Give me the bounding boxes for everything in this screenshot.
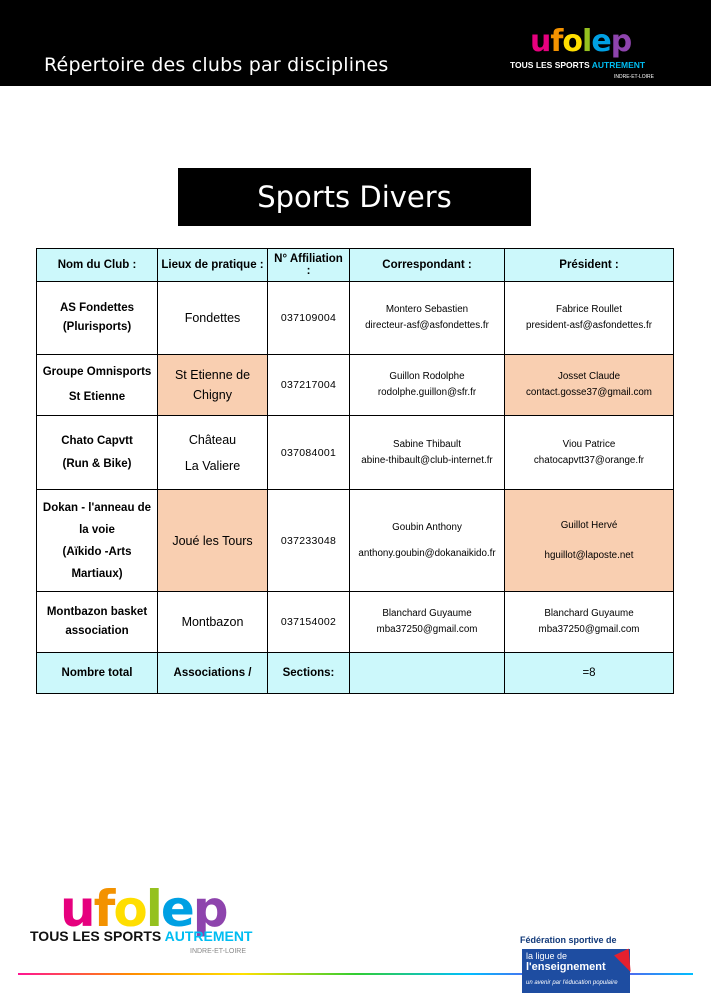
- ufolep-brand: [530, 24, 631, 59]
- lieu-line: Joué les Tours: [172, 533, 253, 548]
- tagline-main: TOUS LES SPORTS: [30, 928, 165, 944]
- correspondant-email[interactable]: rodolphe.guillon@sfr.fr: [377, 387, 477, 398]
- lieu-line: La Valiere: [184, 458, 241, 473]
- president-cell: [505, 282, 674, 355]
- ufolep-logo: [510, 24, 670, 84]
- correspondant-name: Montero Sebastien: [385, 304, 469, 315]
- ligue-enseignement-logo: [520, 935, 640, 995]
- header-cell: Président :: [505, 249, 674, 282]
- club-name-line: (Plurisports): [62, 321, 132, 333]
- lieu-line: Château: [188, 432, 237, 447]
- tagline-accent: AUTREMENT: [164, 928, 253, 944]
- president-cell: [505, 416, 674, 490]
- affiliation-cell: 037109004: [268, 282, 350, 355]
- club-name-line: AS Fondettes: [59, 302, 135, 314]
- club-name-line: St Etienne: [68, 391, 126, 403]
- lieu-line: Fondettes: [184, 311, 241, 325]
- correspondant-email[interactable]: mba37250@gmail.com: [376, 624, 478, 635]
- brand-letter: f: [550, 24, 563, 59]
- lieu-cell: [158, 490, 268, 592]
- header-cell: N° Affiliation :: [268, 249, 350, 282]
- lieu-cell: [158, 592, 268, 653]
- header-cell: Nom du Club :: [37, 249, 158, 282]
- president-name: Fabrice Roullet: [556, 304, 622, 315]
- club-name-cell: [37, 355, 158, 416]
- president-email[interactable]: mba37250@gmail.com: [538, 624, 640, 635]
- header-cell: Lieux de pratique :: [158, 249, 268, 282]
- brand-letter: p: [192, 880, 227, 938]
- tagline-accent: AUTREMENT: [591, 60, 646, 70]
- president-name: Viou Patrice: [562, 438, 616, 450]
- footer-cell: Sections:: [268, 653, 350, 694]
- correspondant-name: Blanchard Guyaume: [382, 608, 472, 619]
- table-row: [37, 416, 674, 490]
- correspondant-email[interactable]: directeur-asf@asfondettes.fr: [365, 320, 489, 331]
- red-triangle-icon: [614, 949, 638, 976]
- tagline-main: TOUS LES SPORTS: [510, 60, 592, 70]
- president-name: Josset Claude: [557, 371, 621, 382]
- brand-letter: l: [145, 880, 161, 938]
- correspondant-email[interactable]: abine-thibault@club-internet.fr: [361, 454, 493, 466]
- correspondant-name: Sabine Thibault: [393, 438, 461, 450]
- correspondant-email[interactable]: anthony.goubin@dokanaikido.fr: [358, 547, 496, 559]
- president-email[interactable]: chatocapvtt37@orange.fr: [533, 454, 645, 466]
- correspondant-name: Guillon Rodolphe: [389, 371, 465, 382]
- section-title-box: [178, 168, 531, 226]
- correspondant-cell: [350, 416, 505, 490]
- brand-letter: u: [530, 24, 551, 59]
- president-name: Blanchard Guyaume: [544, 608, 634, 619]
- ligue-line2: l'enseignement: [526, 961, 606, 973]
- president-email[interactable]: hguillot@laposte.net: [544, 549, 634, 561]
- correspondant-name: Goubin Anthony: [392, 521, 462, 533]
- table-header-row: [37, 249, 674, 282]
- affiliation-cell: 037084001: [268, 416, 350, 490]
- lieu-line: St Etienne de: [174, 368, 251, 382]
- header-title: Répertoire des clubs par disciplines: [44, 54, 389, 76]
- president-email[interactable]: contact.gosse37@gmail.com: [526, 387, 652, 398]
- ligue-box: [522, 949, 630, 993]
- lieu-line: Montbazon: [181, 615, 244, 629]
- correspondant-cell: [350, 355, 505, 416]
- clubs-table: [36, 248, 674, 694]
- footer-cell: [350, 653, 505, 694]
- club-name-cell: [37, 282, 158, 355]
- ufolep-region: INDRE-ET-LOIRE: [190, 948, 247, 955]
- ligue-line3: un avenir par l'éducation populaire: [526, 980, 618, 986]
- affiliation-cell: 037233048: [268, 490, 350, 592]
- president-email[interactable]: president-asf@asfondettes.fr: [526, 320, 652, 331]
- table-row: [37, 592, 674, 653]
- correspondant-cell: [350, 490, 505, 592]
- club-name-cell: [37, 592, 158, 653]
- brand-letter: e: [591, 24, 611, 59]
- ufolep-tagline: [30, 928, 252, 944]
- ufolep-region: INDRE-ET-LOIRE: [614, 74, 655, 80]
- ufolep-logo-bottom: [30, 880, 270, 960]
- table-row: [37, 490, 674, 592]
- lieu-line: Chigny: [193, 388, 232, 402]
- ligue-line1: la ligue de: [526, 951, 568, 961]
- president-cell: [505, 490, 674, 592]
- brand-letter: o: [562, 24, 583, 59]
- club-name-cell: [37, 490, 158, 592]
- section-title: Sports Divers: [257, 180, 452, 214]
- club-name-line: Martiaux): [71, 567, 123, 580]
- club-name-line: Chato Capvtt: [61, 434, 133, 447]
- lieu-cell: [158, 282, 268, 355]
- brand-letter: u: [60, 880, 94, 938]
- brand-letter: e: [160, 880, 193, 938]
- club-name-line: association: [65, 625, 129, 637]
- club-name-line: Groupe Omnisports: [42, 366, 152, 378]
- table-row: [37, 355, 674, 416]
- footer-cell: Nombre total: [37, 653, 158, 694]
- president-cell: [505, 592, 674, 653]
- club-name-line: la voie: [79, 523, 115, 536]
- brand-letter: f: [93, 880, 114, 938]
- club-name-line: (Run & Bike): [62, 457, 132, 470]
- club-name-line: (Aïkido -Arts: [62, 545, 132, 558]
- brand-letter: o: [113, 880, 146, 938]
- table-footer-row: [37, 653, 674, 694]
- brand-letter: l: [582, 24, 592, 59]
- ligue-federation: Fédération sportive de: [520, 935, 617, 945]
- affiliation-cell: 037154002: [268, 592, 350, 653]
- lieu-cell: [158, 355, 268, 416]
- footer-cell: Associations /: [158, 653, 268, 694]
- ufolep-tagline: [510, 60, 645, 70]
- club-name-cell: [37, 416, 158, 490]
- club-name-line: Montbazon basket: [46, 606, 148, 618]
- footer-cell: =8: [505, 653, 674, 694]
- correspondant-cell: [350, 282, 505, 355]
- correspondant-cell: [350, 592, 505, 653]
- table-row: [37, 282, 674, 355]
- lieu-cell: [158, 416, 268, 490]
- page-header: [0, 0, 711, 86]
- president-cell: [505, 355, 674, 416]
- header-cell: Correspondant :: [350, 249, 505, 282]
- president-name: Guillot Hervé: [560, 519, 618, 531]
- affiliation-cell: 037217004: [268, 355, 350, 416]
- brand-letter: p: [610, 24, 632, 59]
- club-name-line: Dokan - l'anneau de: [42, 501, 152, 514]
